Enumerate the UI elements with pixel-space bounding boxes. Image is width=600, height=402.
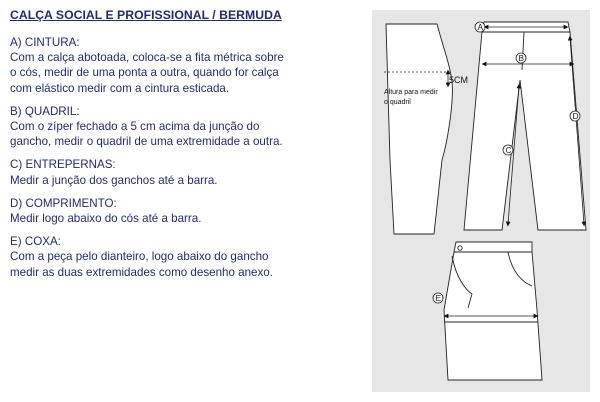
section-body: Medir a junção dos ganchos até a barra. xyxy=(10,173,218,187)
shorts-view xyxy=(444,242,542,380)
section-cintura xyxy=(10,35,355,96)
section-quadril xyxy=(10,104,355,150)
measure-5cm-label: 5CM xyxy=(449,75,469,85)
section-heading: C) ENTREPERNAS: xyxy=(10,158,116,172)
section-coxa xyxy=(10,234,355,280)
page-title: CALÇA SOCIAL E PROFISSIONAL / BERMUDA xyxy=(10,8,282,22)
section-comprimento xyxy=(10,196,355,226)
marker-c-label: C xyxy=(505,146,512,155)
section-heading: A) CINTURA: xyxy=(10,36,80,49)
side-note-line2: o quadril xyxy=(384,99,411,106)
marker-b-label: B xyxy=(518,54,524,63)
instructions-panel xyxy=(10,8,355,288)
side-note-line1: Altura para medir xyxy=(384,89,438,96)
section-heading: D) COMPRIMENTO: xyxy=(10,196,117,210)
marker-e-label: E xyxy=(435,294,441,303)
marker-d-label: D xyxy=(572,112,579,121)
measurement-diagram xyxy=(372,10,590,392)
pants-diagram-svg xyxy=(372,10,590,392)
section-heading: B) QUADRIL: xyxy=(10,104,80,118)
marker-a-label: A xyxy=(477,23,483,32)
section-entrepernas xyxy=(10,157,355,187)
section-body: Medir logo abaixo do cós até a barra. xyxy=(10,212,202,226)
section-heading: E) COXA: xyxy=(10,235,61,249)
pants-side-view xyxy=(384,24,452,234)
section-body: Com a calça abotoada, coloca-se a fita métrica sobre o cós, medir de uma ponta a outra, quando for calça com elástico medir com a cintura esticada. xyxy=(10,51,284,95)
pants-front-view xyxy=(464,22,586,230)
section-body: Com o zíper fechado a 5 cm acima da junção do gancho, medir o quadril de uma extremidade a outra. xyxy=(10,120,283,149)
section-body: Com a peça pelo dianteiro, logo abaixo do gancho medir as duas extremidades como desenho anexo. xyxy=(10,250,273,279)
